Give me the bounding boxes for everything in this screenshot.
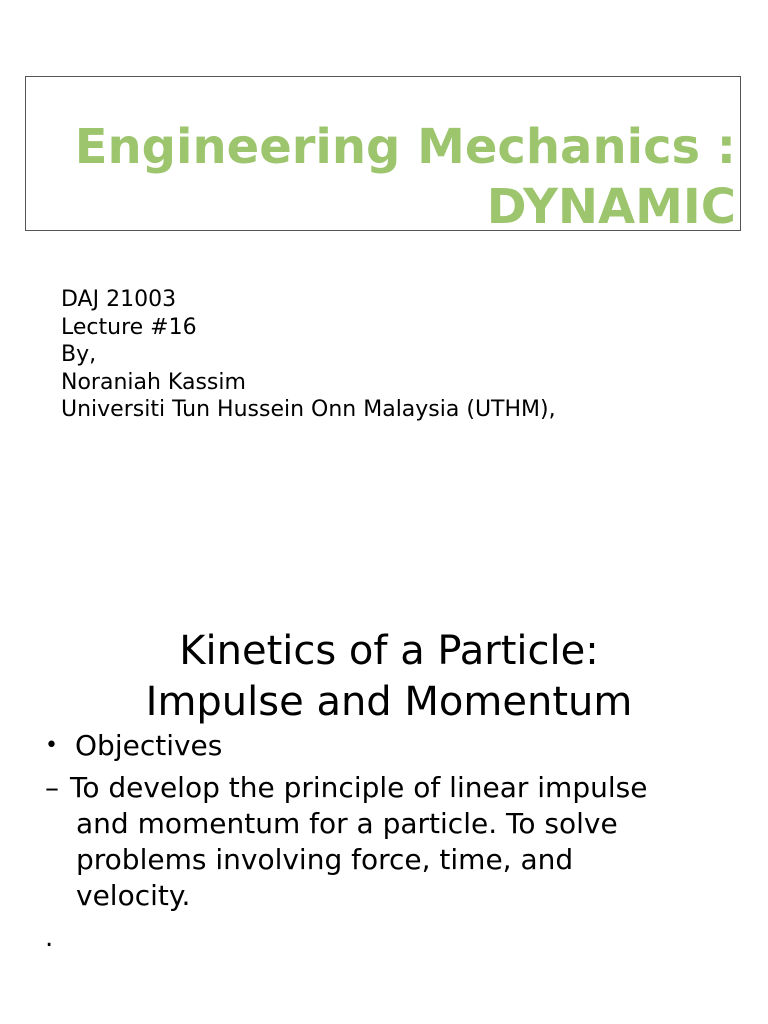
course-info (61, 286, 556, 424)
author-name: Noraniah Kassim (61, 369, 246, 395)
objective-line-1: To develop the principle of linear impulse (70, 771, 648, 804)
heading-line-2: Impulse and Momentum (145, 679, 633, 725)
objectives-bullet (45, 728, 222, 764)
objective-line-4: velocity. (76, 879, 191, 912)
objective-text (45, 770, 725, 914)
bullet-icon: • (45, 733, 58, 758)
trailing-mark: . (45, 923, 54, 953)
objective-item (45, 770, 725, 914)
title-line-2: DYNAMIC (486, 179, 736, 235)
by-label: By, (61, 342, 97, 367)
section-heading (0, 626, 768, 728)
course-code: DAJ 21003 (61, 287, 177, 312)
dash-icon: – (45, 771, 59, 804)
objectives-label: Objectives (75, 729, 223, 762)
heading-line-1: Kinetics of a Particle: (179, 628, 599, 674)
objective-line-3: problems involving force, time, and (76, 843, 574, 876)
title-line-1: Engineering Mechanics : (74, 119, 736, 175)
title-box (25, 76, 741, 235)
objective-line-2: and momentum for a particle. To solve (76, 807, 618, 840)
lecture-number: Lecture #16 (61, 314, 197, 340)
institution: Universiti Tun Hussein Onn Malaysia (UTHM), (61, 397, 556, 422)
slide-title (75, 117, 736, 237)
